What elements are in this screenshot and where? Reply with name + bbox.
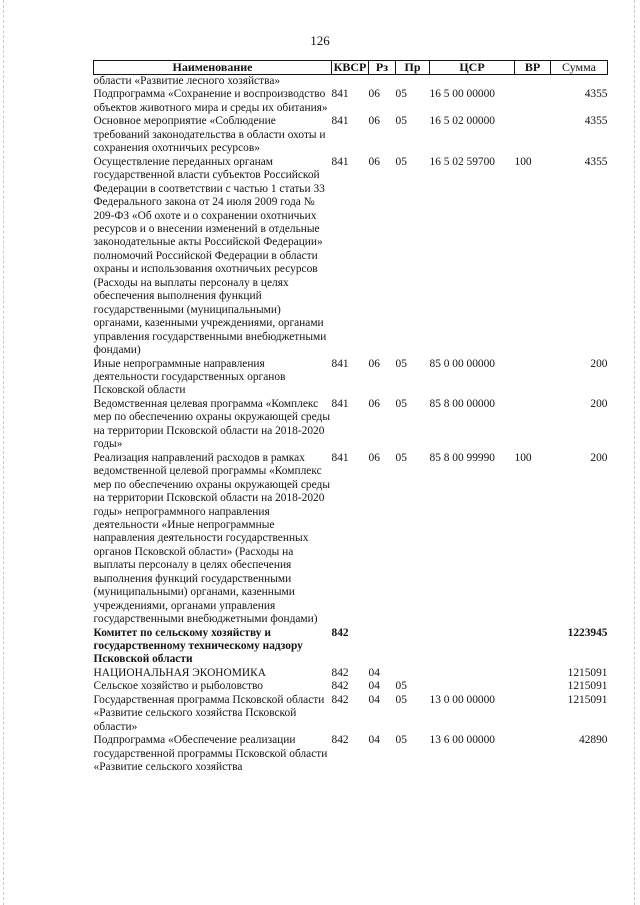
row-rz-cell: 04 [368,680,380,693]
row-rz-cell: 06 [368,451,380,464]
row-vr-cell [515,734,551,774]
row-csr-cell: 85 0 00 00000 [429,357,495,370]
row-kvsr-cell: 841 [331,155,349,168]
row-name-cell: Реализация направлений расходов в рамках ведомственной целевой программы «Комплекс мер по обеспечению охраны окружающей среды на территории Псковской области на 2018-2020 годы» непрограммного направления деятельности «Иные непрограммные направления деятельности государственных органов Псковской области» (Расходы на выплаты персоналу в целях обеспечения выполнения функций государственными (муниципальными) органами, казенными учреждениями, органами управления государственными внебюджетными фондами) [93,451,330,626]
row-sum-cell: 42890 [579,734,608,747]
row-rz-cell: 04 [368,734,380,747]
row-sum-cell: 4355 [584,155,608,168]
row-pr-cell: 05 [395,115,407,128]
row-pr-cell [396,75,430,89]
table-row [94,627,608,667]
table-row [94,115,608,155]
page-number: 126 [310,33,330,48]
row-csr-cell [430,680,515,693]
row-sum-cell [551,75,608,89]
row-name-cell: Комитет по сельскому хозяйству и государственному техническому надзору Псковской области [93,626,303,666]
row-rz-cell [369,627,396,667]
table-row [94,667,608,680]
row-kvsr-cell: 841 [331,88,349,101]
row-sum-cell: 1215091 [567,680,608,693]
row-pr-cell [396,667,430,680]
row-kvsr-cell: 841 [331,397,349,410]
row-pr-cell [396,627,430,667]
row-vr-cell [515,680,551,693]
row-sum-cell: 1223945 [567,626,608,639]
row-name-cell: НАЦИОНАЛЬНАЯ ЭКОНОМИКА [93,666,266,679]
row-csr-cell [430,75,515,89]
table-row [94,75,608,89]
table-row [94,156,608,358]
table-row [94,694,608,734]
row-vr-cell: 100 [514,155,532,168]
row-csr-cell [430,627,515,667]
table-row [94,358,608,398]
row-csr-cell: 16 5 02 00000 [429,115,495,128]
row-sum-cell: 4355 [584,115,608,128]
header-vr: ВР [515,61,551,75]
row-kvsr-cell: 842 [331,666,349,679]
row-pr-cell: 05 [395,734,407,747]
row-rz-cell: 06 [368,357,380,370]
row-kvsr-cell: 841 [331,115,349,128]
row-rz-cell: 06 [368,155,380,168]
row-rz-cell: 06 [368,397,380,410]
row-sum-cell: 1215091 [567,693,608,706]
row-csr-cell: 16 5 00 00000 [429,88,495,101]
header-pr: Пр [396,61,430,75]
scan-edge-left [3,0,5,905]
row-rz-cell: 06 [368,88,380,101]
row-pr-cell: 05 [395,693,407,706]
row-rz-cell: 04 [368,666,380,679]
row-rz-cell: 04 [368,693,380,706]
row-kvsr-cell: 842 [331,734,349,747]
row-pr-cell: 05 [395,357,407,370]
row-vr-cell [515,627,551,667]
row-rz-cell [369,75,396,89]
row-vr-cell [515,88,551,115]
row-sum-cell: 200 [590,357,608,370]
row-vr-cell [515,115,551,155]
row-rz-cell: 06 [368,115,380,128]
table-header [94,61,608,75]
table-body [94,75,608,775]
row-csr-cell: 13 0 00 00000 [429,693,495,706]
row-name-cell: Сельское хозяйство и рыболовство [93,680,263,693]
header-sum: Сумма [551,61,608,75]
row-kvsr-cell: 842 [331,693,349,706]
row-name-cell: Иные непрограммные направления деятельности государственных органов Псковской области [93,357,286,397]
row-kvsr-cell [332,75,369,89]
row-name-cell: области «Развитие лесного хозяйства» [93,75,281,87]
row-kvsr-cell: 841 [331,451,349,464]
row-pr-cell: 05 [395,88,407,101]
table-row [94,398,608,452]
budget-table [93,60,608,775]
row-vr-cell: 100 [514,451,532,464]
row-kvsr-cell: 841 [331,357,349,370]
row-name-cell: Подпрограмма «Сохранение и воспроизводство объектов животного мира и среды их обитания» [93,88,328,114]
row-kvsr-cell: 842 [331,626,349,639]
row-kvsr-cell: 842 [331,680,349,693]
table-row [94,734,608,774]
row-vr-cell [515,667,551,680]
row-csr-cell: 13 6 00 00000 [429,734,495,747]
row-vr-cell [515,358,551,398]
row-csr-cell: 16 5 02 59700 [429,155,495,168]
row-name-cell: Ведомственная целевая программа «Комплекс мер по обеспечению охраны окружающей среды на территории Псковской области на 2018-2020 годы» [93,397,330,451]
row-sum-cell: 200 [590,451,608,464]
row-pr-cell: 05 [395,680,407,693]
row-vr-cell [515,75,551,89]
row-vr-cell [515,398,551,452]
header-rz: Рз [369,61,396,75]
table-row [94,680,608,693]
header-name: Наименование [94,61,332,75]
row-csr-cell: 85 8 00 99990 [429,451,495,464]
header-kvsr: КВСР [332,61,369,75]
row-sum-cell: 1215091 [567,666,608,679]
table-row [94,452,608,627]
row-sum-cell: 4355 [584,88,608,101]
row-name-cell: Основное мероприятие «Соблюдение требований законодательства в области охоты и сохранения охотничьих ресурсов» [93,115,326,155]
row-pr-cell: 05 [395,397,407,410]
row-sum-cell: 200 [590,397,608,410]
row-pr-cell: 05 [395,451,407,464]
table-row [94,88,608,115]
row-pr-cell: 05 [395,155,407,168]
row-csr-cell [430,667,515,680]
row-name-cell: Государственная программа Псковской области «Развитие сельского хозяйства Псковской области» [93,693,325,733]
row-vr-cell [515,694,551,734]
scan-edge-right [634,0,636,905]
row-name-cell: Осуществление переданных органам государственной власти субъектов Российской Федерации в соответствии с частью 1 статьи 33 Федерального закона от 24 июля 2009 года № 209-ФЗ «Об охоте и о сохранении охотничьих ресурсов и о внесении изменений в отдельные законодательные акты Российской Федерации» полномочий Российской Федерации в области охраны и использования охотничьих ресурсов (Расходы на выплаты персоналу в целях обеспечения выполнения функций государственными (муниципальными) органами, казенными учреждениями, органами управления государственными внебюджетными фондами) [93,155,327,357]
row-name-cell: Подпрограмма «Обеспечение реализации государственной программы Псковской области «Развитие сельского хозяйства [93,734,328,774]
header-csr: ЦСР [430,61,515,75]
row-csr-cell: 85 8 00 00000 [429,397,495,410]
